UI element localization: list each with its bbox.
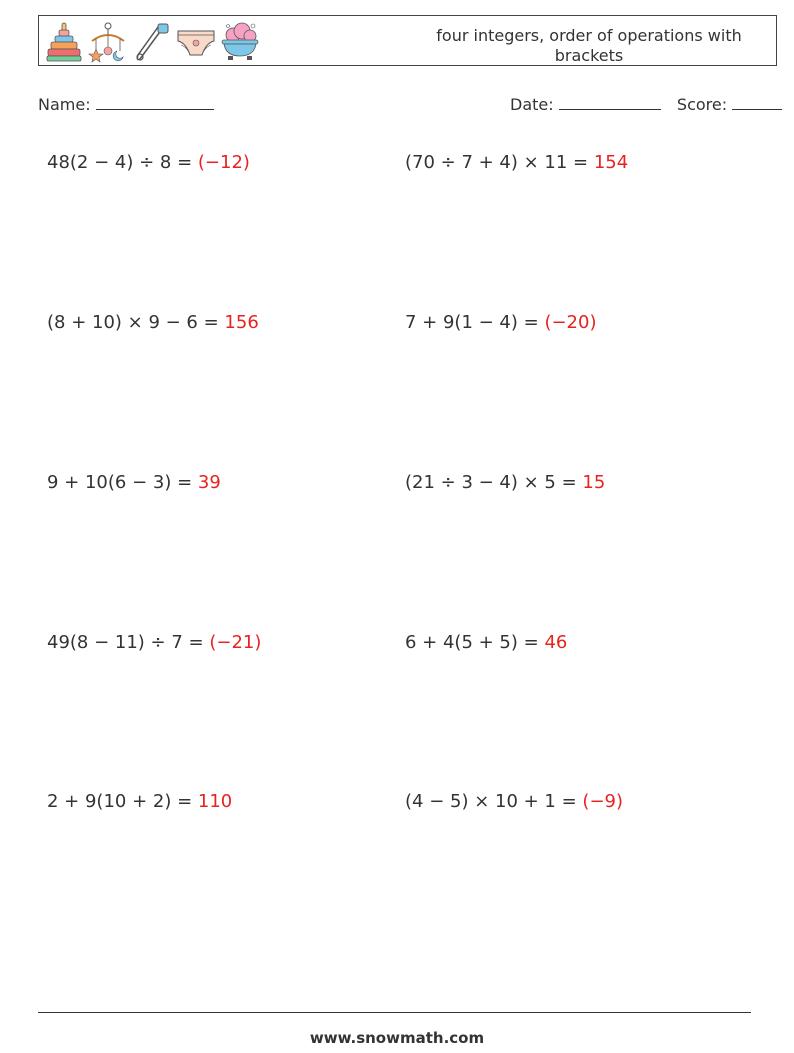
footer-divider <box>38 1012 751 1013</box>
name-field <box>38 93 214 114</box>
problem-answer: 46 <box>544 632 568 653</box>
problem-expression: (21 ÷ 3 − 4) × 5 = <box>405 472 583 493</box>
date-label: Date: <box>510 95 554 114</box>
problem-9 <box>47 790 232 814</box>
problem-answer: 156 <box>224 312 259 333</box>
problem-expression: 49(8 − 11) ÷ 7 = <box>47 632 210 653</box>
problem-answer: 154 <box>593 152 629 173</box>
problem-answer: (−20) <box>544 312 597 333</box>
stacking-rings-toy-icon <box>44 21 84 63</box>
problem-answer: 110 <box>197 791 233 812</box>
footer-website: www.snowmath.com <box>309 1029 485 1047</box>
problem-expression: 6 + 4(5 + 5) = <box>405 632 545 653</box>
problem-3 <box>47 311 259 335</box>
problem-5 <box>47 471 221 495</box>
baby-bath-tub-icon <box>220 21 260 63</box>
problem-1 <box>47 151 250 175</box>
problem-2 <box>405 151 628 175</box>
date-score-fields <box>510 93 782 114</box>
date-blank[interactable] <box>559 93 661 110</box>
problem-answer: (−9) <box>582 791 624 812</box>
problem-expression: (70 ÷ 7 + 4) × 11 = <box>405 152 594 173</box>
problem-answer: 39 <box>197 472 221 493</box>
safety-pin-icon <box>132 21 172 63</box>
problem-4 <box>405 311 596 335</box>
problem-10 <box>405 790 623 814</box>
header-icons <box>44 20 260 64</box>
problem-expression: (4 − 5) × 10 + 1 = <box>405 791 583 812</box>
baby-mobile-icon <box>88 21 128 63</box>
problem-expression: 2 + 9(10 + 2) = <box>47 791 198 812</box>
name-label: Name: <box>38 95 91 114</box>
problem-answer: (−21) <box>209 632 262 653</box>
problem-expression: 7 + 9(1 − 4) = <box>405 312 545 333</box>
score-label: Score: <box>676 95 728 114</box>
problem-7 <box>47 631 261 655</box>
diaper-icon <box>176 21 216 63</box>
problem-6 <box>405 471 605 495</box>
problem-answer: (−12) <box>197 152 250 173</box>
problem-answer: 15 <box>582 472 606 493</box>
worksheet-header <box>38 15 777 66</box>
worksheet-title: four integers, order of operations with brackets <box>436 26 742 65</box>
score-blank[interactable] <box>732 93 782 110</box>
problem-expression: 9 + 10(6 − 3) = <box>47 472 198 493</box>
problem-expression: (8 + 10) × 9 − 6 = <box>47 312 225 333</box>
problem-expression: 48(2 − 4) ÷ 8 = <box>47 152 198 173</box>
name-blank[interactable] <box>96 93 214 110</box>
problem-8 <box>405 631 567 655</box>
